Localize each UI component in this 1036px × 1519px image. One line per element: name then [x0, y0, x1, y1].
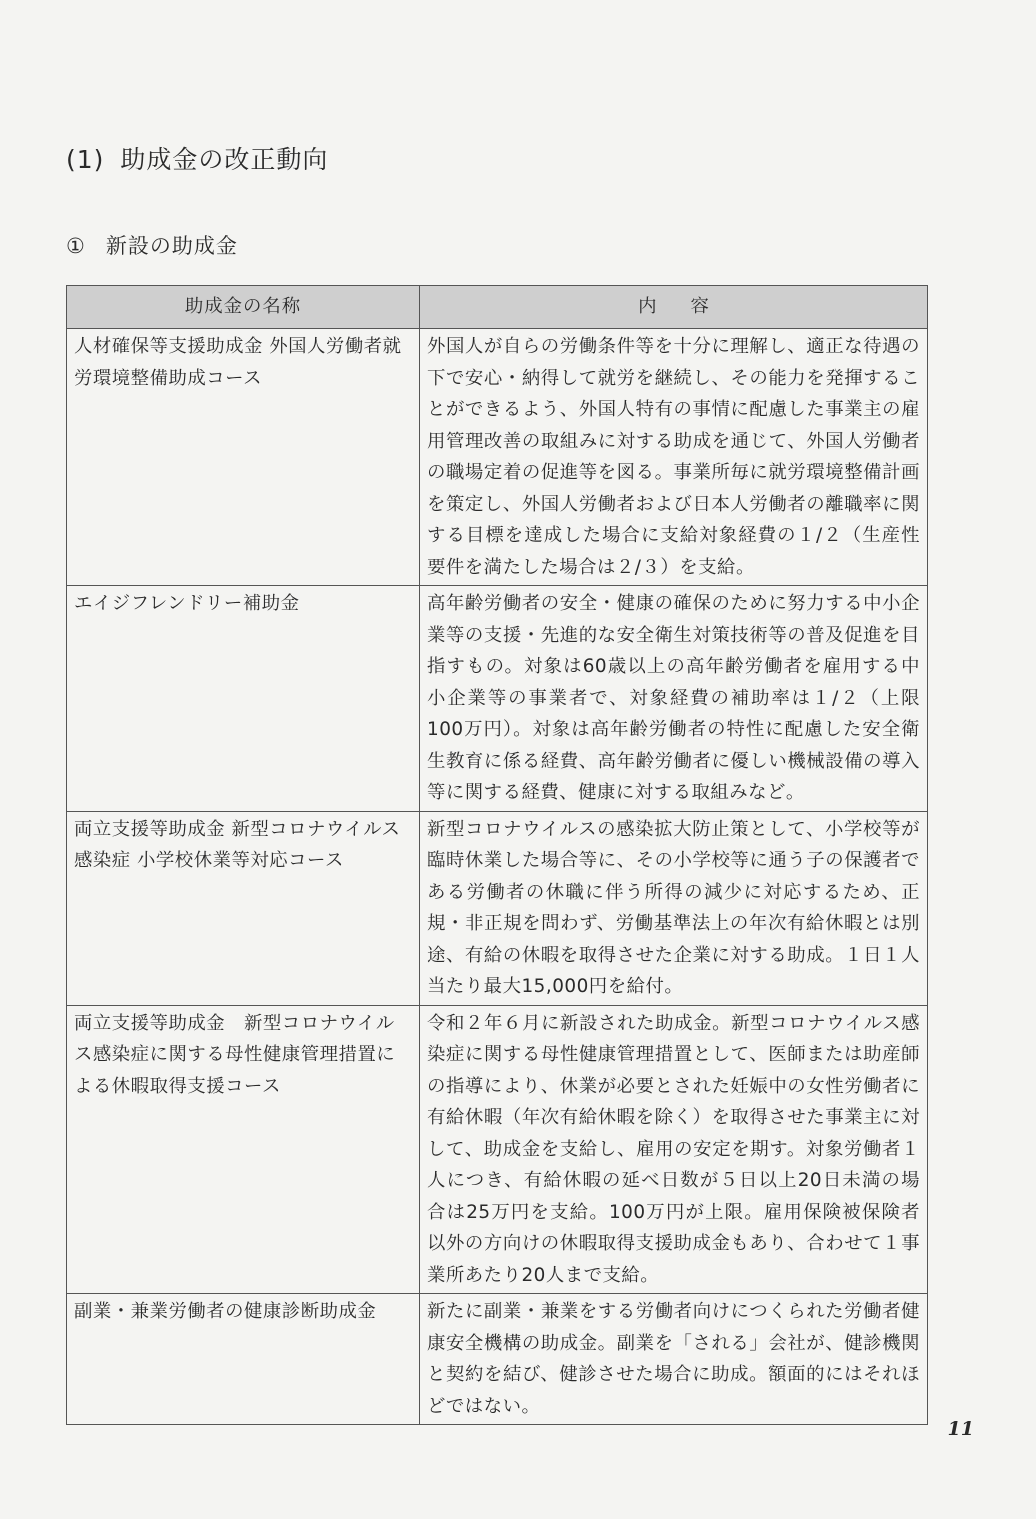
subsection-heading	[66, 230, 238, 260]
section-title: 助成金の改正動向	[120, 145, 329, 174]
table-header	[67, 286, 928, 329]
grant-name-cell: 人材確保等支援助成金 外国人労働者就労環境整備助成コース	[67, 329, 420, 586]
table-row	[67, 1005, 928, 1294]
grant-content-cell: 令和２年６月に新設された助成金。新型コロナウイルス感染症に関する母性健康管理措置として、医師または助産師の指導により、休業が必要とされた妊娠中の女性労働者に有給休暇（年次有給休暇を除く）を取得させた事業主に対して、助成金を支給し、雇用の安定を期す。対象労働者１人につき、有給休暇の延べ日数が５日以上20日未満の場合は25万円を支給。100万円が上限。雇用保険被保険者以外の方向けの休暇取得支援助成金もあり、合わせて１事業所あたり20人まで支給。	[420, 1005, 928, 1294]
grant-name-cell: 両立支援等助成金 新型コロナウイルス感染症 小学校休業等対応コース	[67, 811, 420, 1005]
header-content: 内容	[420, 286, 928, 329]
grant-name-cell: 副業・兼業労働者の健康診断助成金	[67, 1294, 420, 1425]
section-heading	[66, 140, 328, 176]
section-number: (1)	[66, 145, 105, 174]
subsection-title: 新設の助成金	[105, 234, 238, 258]
grant-content-cell: 新型コロナウイルスの感染拡大防止策として、小学校等が臨時休業した場合等に、その小学校等に通う子の保護者である労働者の休職に伴う所得の減少に対応するため、正規・非正規を問わず、労働基準法上の年次有給休暇とは別途、有給の休暇を取得させた企業に対する助成。１日１人当たり最大15,000円を給付。	[420, 811, 928, 1005]
table-row	[67, 329, 928, 586]
grant-name-cell: 両立支援等助成金 新型コロナウイルス感染症に関する母性健康管理措置による休暇取得支援コース	[67, 1005, 420, 1294]
grants-table	[66, 285, 928, 1425]
table-row	[67, 811, 928, 1005]
table-body	[67, 329, 928, 1425]
grant-content-cell: 高年齢労働者の安全・健康の確保のために努力する中小企業等の支援・先進的な安全衛生対策技術等の普及促進を目指すもの。対象は60歳以上の高年齢労働者を雇用する中小企業等の事業者で、対象経費の補助率は１/２（上限100万円）。対象は高年齢労働者の特性に配慮した安全衛生教育に係る経費、高年齢労働者に優しい機械設備の導入等に関する経費、健康に対する取組みなど。	[420, 586, 928, 812]
grant-content-cell: 外国人が自らの労働条件等を十分に理解し、適正な待遇の下で安心・納得して就労を継続し、その能力を発揮することができるよう、外国人特有の事情に配慮した事業主の雇用管理改善の取組みに対する助成を通じて、外国人労働者の職場定着の促進等を図る。事業所毎に就労環境整備計画を策定し、外国人労働者および日本人労働者の離職率に関する目標を達成した場合に支給対象経費の１/２（生産性要件を満たした場合は２/３）を支給。	[420, 329, 928, 586]
grant-content-cell: 新たに副業・兼業をする労働者向けにつくられた労働者健康安全機構の助成金。副業を「される」会社が、健診機関と契約を結び、健診させた場合に助成。額面的にはそれほどではない。	[420, 1294, 928, 1425]
grant-name-cell: エイジフレンドリー補助金	[67, 586, 420, 812]
table-row	[67, 586, 928, 812]
header-grant-name: 助成金の名称	[67, 286, 420, 329]
subsection-number: ①	[66, 234, 86, 258]
page-number: 11	[947, 1418, 974, 1440]
table-row	[67, 1294, 928, 1425]
table-header-row	[67, 286, 928, 329]
